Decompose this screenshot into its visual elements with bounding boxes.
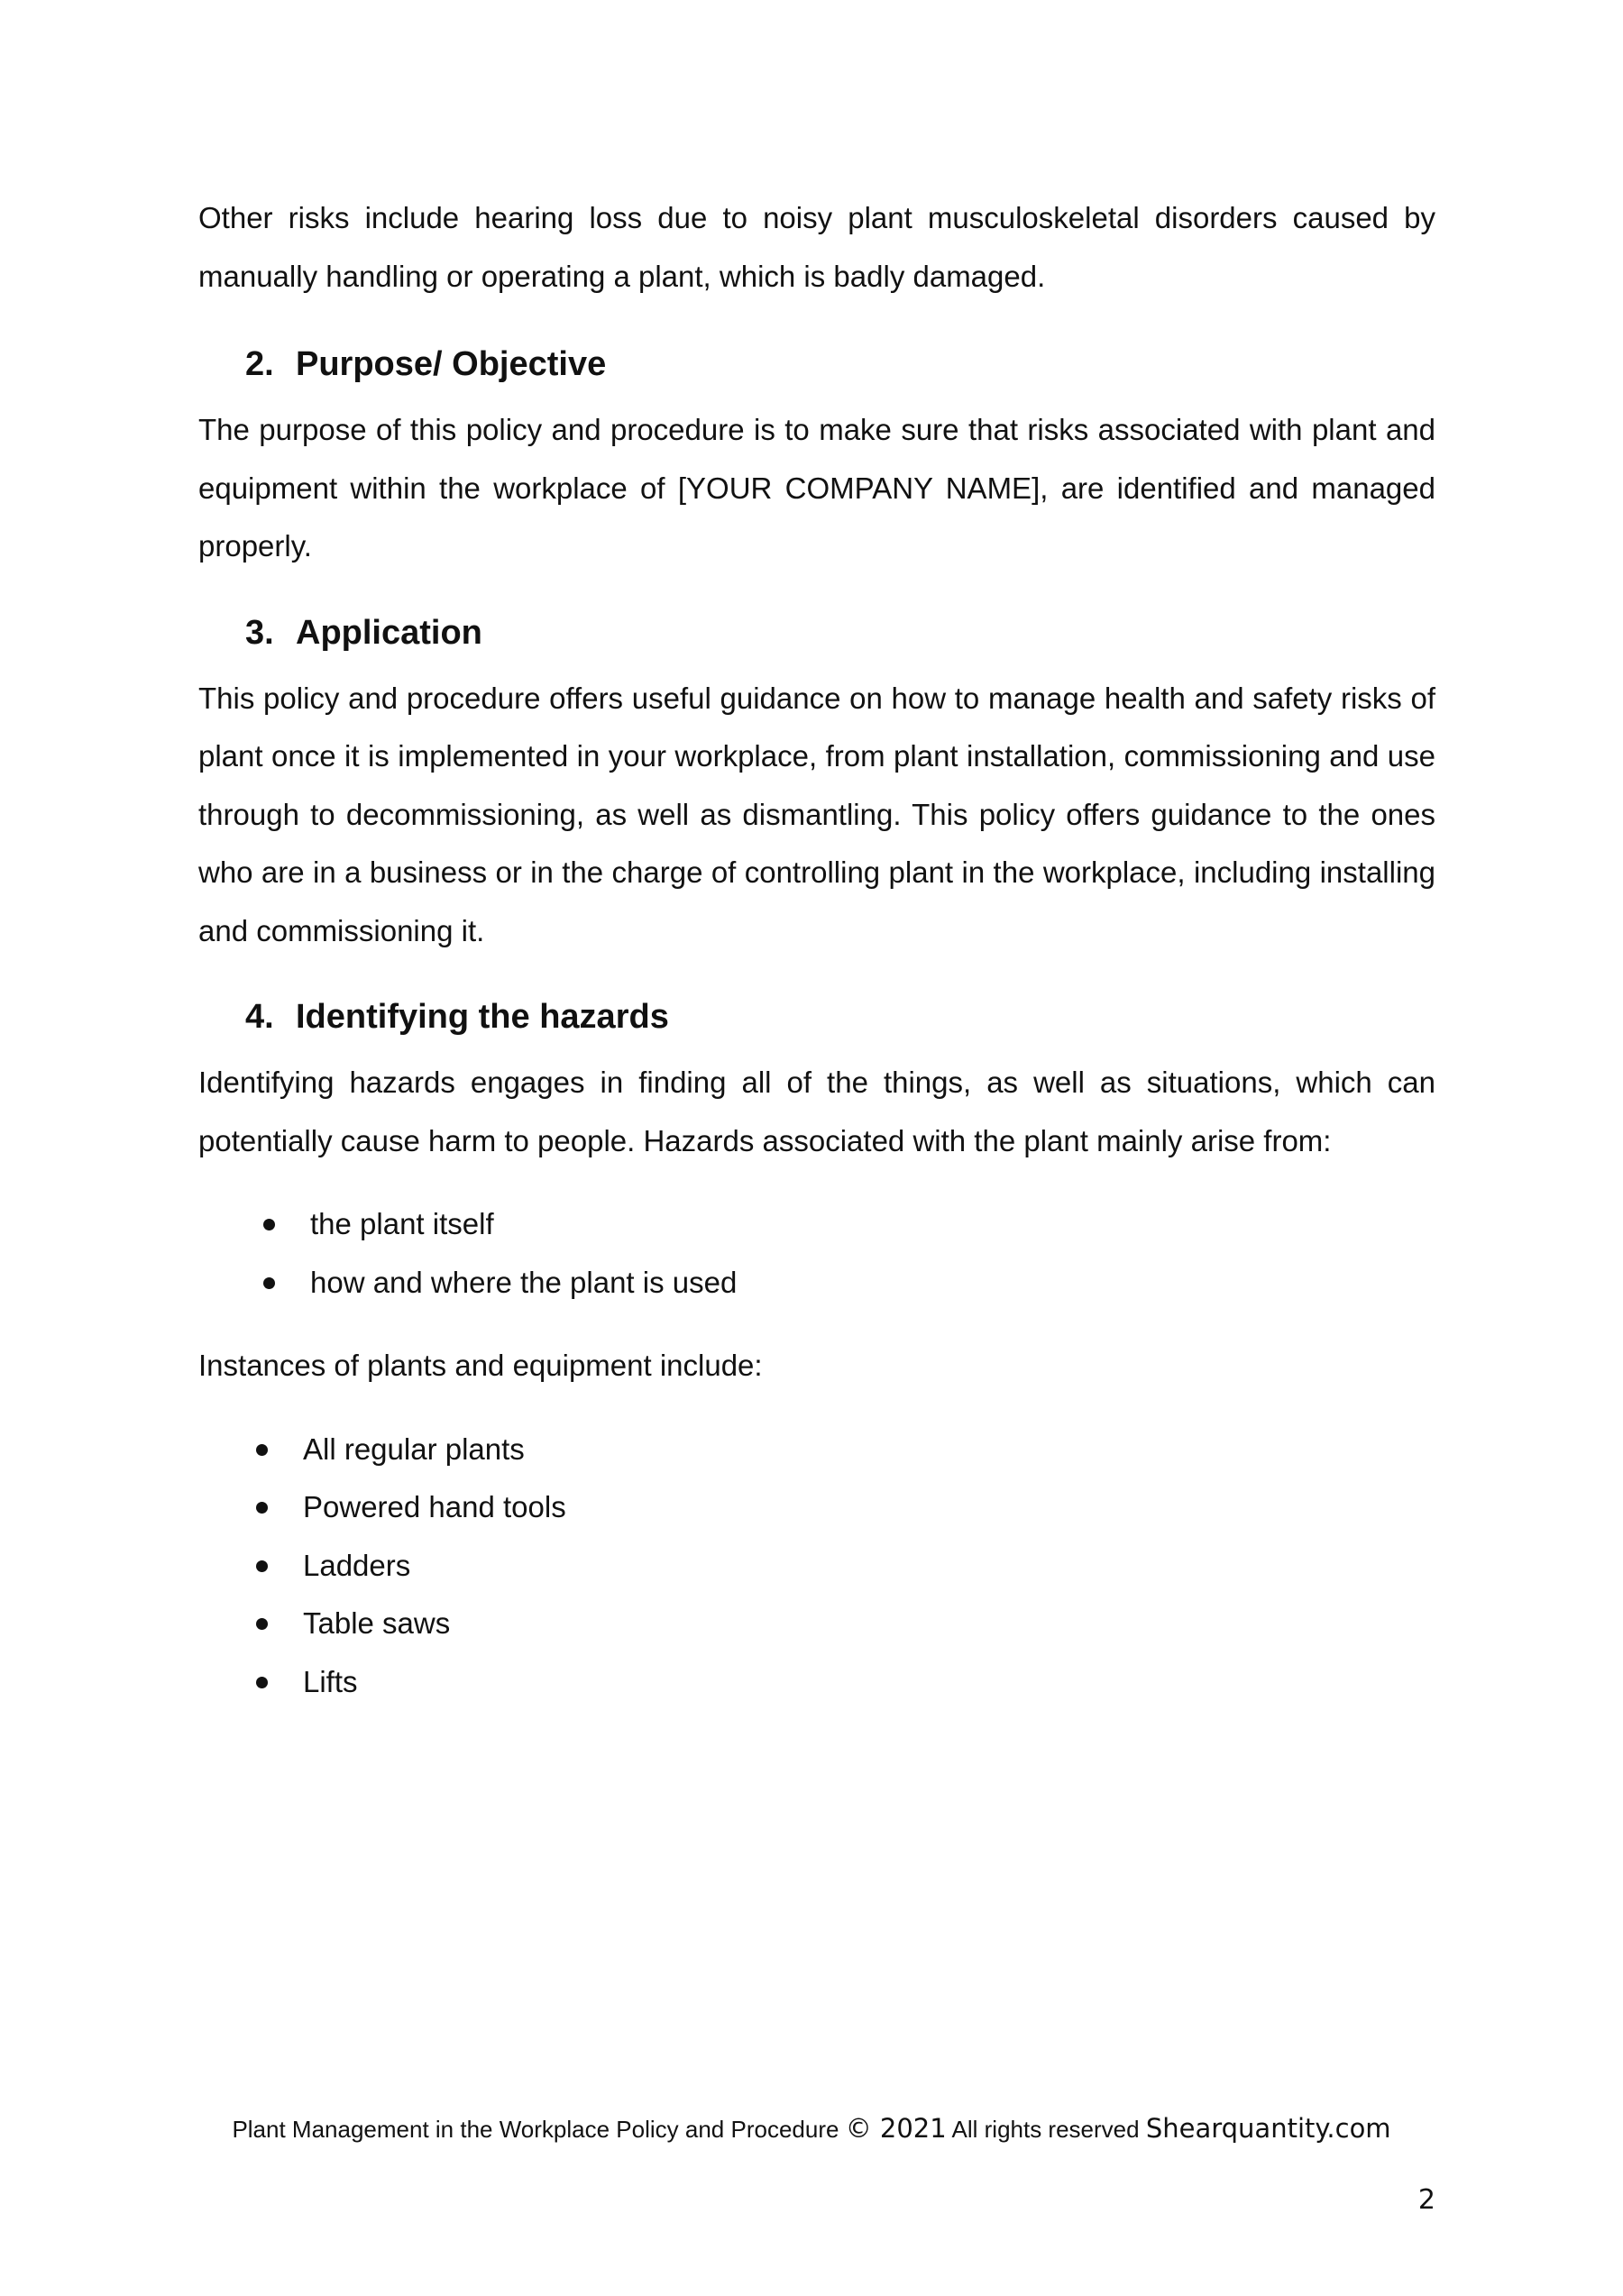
page-footer [0, 2113, 1623, 2144]
list-item: the plant itself [198, 1195, 1435, 1254]
list-item: Table saws [198, 1595, 1435, 1653]
purpose-paragraph: The purpose of this policy and procedure is to make sure that risks associated with plant and equipment within the workplace of [YOUR COMPANY NAME], are identified and managed properly. [198, 413, 1435, 563]
bullet-icon [256, 1677, 268, 1688]
list-item: Ladders [198, 1537, 1435, 1596]
bullet-icon [256, 1560, 268, 1572]
footer-text: Plant Management in the Workplace Policy and Procedure [232, 2116, 839, 2143]
list-item: Powered hand tools [198, 1478, 1435, 1537]
footer-copyright: © 2021 [845, 2113, 947, 2144]
list-item: All regular plants [198, 1421, 1435, 1479]
section-number: 4. [245, 998, 274, 1036]
bullet-icon [256, 1444, 268, 1456]
list-item: Lifts [198, 1653, 1435, 1712]
section-heading-hazards [198, 994, 1435, 1039]
hazard-sources-list [198, 1195, 1435, 1312]
intro-paragraph: Other risks include hearing loss due to noisy plant musculoskeletal disorders caused by manually handling or operating a plant, which is badly damaged. [198, 201, 1435, 293]
section-title: Application [296, 613, 482, 652]
bullet-icon [256, 1618, 268, 1630]
examples-intro: Instances of plants and equipment include: [198, 1349, 763, 1382]
section-heading-purpose [198, 342, 1435, 387]
section-title: Identifying the hazards [296, 998, 669, 1036]
application-paragraph: This policy and procedure offers useful guidance on how to manage health and safety risks of plant once it is implemented in your workplace, from plant installation, commissioning and use through to decommissioning, as well as dismantling. This policy offers guidance to the ones who are in a business or in the charge of controlling plant in the workplace, including installing and commissioning it. [198, 681, 1435, 947]
footer-brand: Shearquantity.com [1145, 2113, 1391, 2144]
footer-rights: All rights reserved [951, 2116, 1140, 2143]
section-number: 2. [245, 345, 274, 383]
bullet-icon [263, 1219, 275, 1230]
list-item: how and where the plant is used [198, 1254, 1435, 1313]
bullet-icon [263, 1277, 275, 1289]
bullet-icon [256, 1502, 268, 1514]
page-content [198, 189, 1435, 1711]
section-heading-application [198, 610, 1435, 655]
hazards-paragraph: Identifying hazards engages in finding all of the things, as well as situations, which can potentially cause harm to people. Hazards associated with the plant mainly arise from: [198, 1066, 1435, 1157]
section-number: 3. [245, 613, 274, 652]
section-title: Purpose/ Objective [296, 345, 607, 383]
examples-list [198, 1421, 1435, 1712]
page-number: 2 [1417, 2184, 1435, 2216]
